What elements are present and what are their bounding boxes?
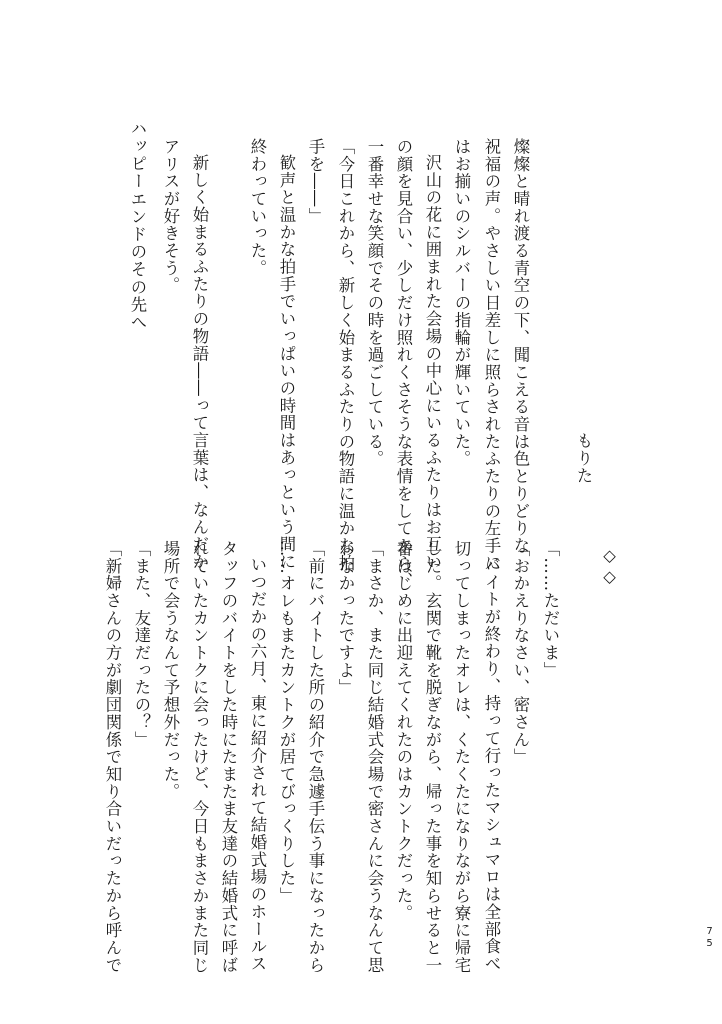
- text-line: はお揃いのシルバーの指輪が輝いていた。: [452, 138, 471, 468]
- text-line: した。玄関で靴を脱ぎながら、帰った事を知らせると一: [423, 540, 442, 974]
- text-line: 「今日これから、新しく始まるふたりの物語に温かな拍: [336, 138, 355, 572]
- text-line: バイトが終わり、持って行ったマシュマロは全部食べ: [482, 556, 501, 973]
- text-line: 祝福の声。やさしい日差しに照らされたふたりの左手に: [482, 138, 501, 572]
- text-line: 切ってしまったオレは、くたくたになりながら寮に帰宅: [452, 540, 471, 974]
- text-line: アリスが好きそう。: [161, 138, 180, 295]
- text-line: 「……ただいま」: [541, 540, 560, 679]
- text-line: 手を――」: [306, 138, 325, 225]
- text-line: 「新婦さんの方が劇団関係で知り合いだったから呼んで: [103, 540, 122, 974]
- text-line: 「前にバイトした所の紹介で急遽手伝う事になったから: [306, 540, 325, 974]
- text-line: わなかったですよ」: [336, 540, 355, 697]
- text-line: れていたカントクに会ったけど、今日もまさかまた同じ: [190, 540, 209, 974]
- page-number: 75: [704, 926, 715, 950]
- text-line: タッフのバイトをした時にたまたま友達の結婚式に呼ば: [219, 540, 238, 974]
- text-line: 「また、友達だったの？」: [132, 540, 151, 749]
- text-line: 一番幸せな笑顔でその時を過ごしている。: [365, 138, 384, 468]
- story-title: ハッピーエンドのその先へ: [128, 120, 147, 332]
- text-line: の顔を見合い、少しだけ照れくさそうな表情をしてから、: [394, 138, 413, 590]
- scene-separator: ◇◇: [600, 546, 619, 588]
- text-line: 沢山の花に囲まれた会場の中心にいるふたりはお互い: [423, 154, 442, 571]
- text-line: ……オレもまたカントクが居てびっくりした」: [277, 540, 296, 905]
- text-line: 場所で会うなんて予想外だった。: [161, 540, 180, 801]
- text-line: 終わっていった。: [248, 138, 267, 277]
- text-line: 「まさか、また同じ結婚式会場で密さんに会うなんて思: [365, 540, 384, 974]
- text-line: 燦燦と晴れ渡る青空の下、聞こえる音は色とりどりな: [511, 138, 530, 555]
- text-line: 歓声と温かな拍手でいっぱいの時間はあっという間に: [277, 154, 296, 571]
- text-line: 新しく始まるふたりの物語――って言葉は、なんだか: [190, 154, 209, 571]
- author-name: もりた: [574, 432, 593, 485]
- text-line: 「おかえりなさい、密さん」: [511, 540, 530, 766]
- text-line: 番はじめに出迎えてくれたのはカントクだった。: [394, 540, 413, 922]
- text-line: いつだかの六月、東に紹介されて結婚式場のホールス: [248, 556, 267, 973]
